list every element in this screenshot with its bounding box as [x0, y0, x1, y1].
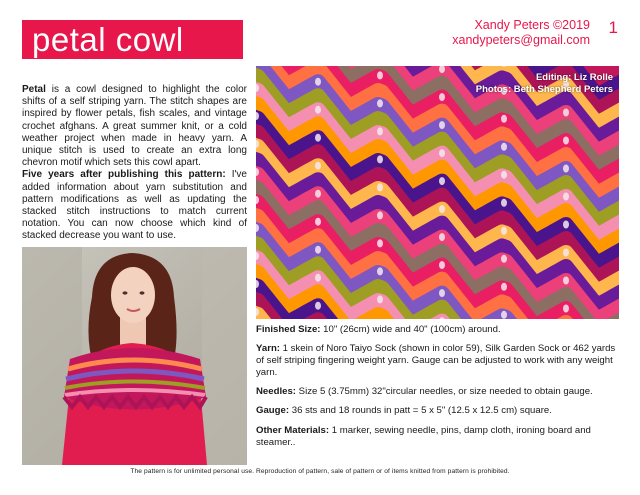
- eyelet-hole: [315, 190, 321, 198]
- footer-notice: The pattern is for unlimited personal use. Reproduction of pattern, sale of pattern or of items knitted from pattern is prohibited.: [130, 468, 510, 475]
- page-title: petal cowl: [22, 20, 243, 59]
- eyelet-hole: [501, 311, 507, 319]
- eyelet-hole: [563, 221, 569, 229]
- eyelet-hole: [563, 109, 569, 117]
- eyelet-hole: [377, 295, 383, 303]
- update-paragraph: [22, 169, 247, 242]
- intro-lead-bold: Petal: [22, 84, 46, 95]
- intro-lead-text: is a cowl designed to highlight the color shifts of a self striping yarn. The stitch shapes are inspired by flower petals, fish scales, and vintage crochet afghans. A great summer knit, or a cold weather project when made in heavy yarn. A unique stitch is used to create an extra long chevron motif which sets this cowl apart.: [22, 84, 247, 169]
- page-number: 1: [608, 18, 618, 37]
- eyelet-hole: [439, 149, 445, 157]
- eyelet-hole: [377, 239, 383, 247]
- eyelet-hole: [439, 261, 445, 269]
- eyelet-hole: [439, 205, 445, 213]
- intro-text: [22, 84, 247, 243]
- eyelet-hole: [563, 193, 569, 201]
- eyelet-hole: [377, 183, 383, 191]
- eyelet-hole: [563, 277, 569, 285]
- eyelet-hole: [315, 106, 321, 114]
- spec-value: 10" (26cm) wide and 40" (100cm) around.: [320, 324, 501, 335]
- eyelet-hole: [501, 171, 507, 179]
- eyelet-hole: [315, 134, 321, 142]
- eyelet-hole: [315, 218, 321, 226]
- eyelet-hole: [501, 255, 507, 263]
- eyelet-hole: [377, 267, 383, 275]
- eyelet-hole: [439, 289, 445, 297]
- eyelet-hole: [501, 283, 507, 291]
- update-text: I've added information about yarn substitution and pattern modifications as well as updating the stacked stitch instructions to match current notation. You can now choose which kind of stacked decrease you want to use.: [22, 169, 247, 242]
- eyelet-hole: [501, 199, 507, 207]
- knit-chevron-pattern: [256, 66, 619, 319]
- eyelet-hole: [501, 143, 507, 151]
- spec-gauge: [256, 405, 624, 417]
- author-line: Xandy Peters ©2019: [474, 18, 590, 32]
- intro-paragraph: [22, 84, 247, 169]
- photo-credits: [476, 72, 613, 95]
- spec-yarn: [256, 343, 624, 378]
- pattern-specs: [256, 324, 624, 456]
- eyelet-hole: [439, 93, 445, 101]
- spec-value: 1 marker, sewing needle, pins, damp cloth, ironing board and steamer..: [256, 424, 591, 448]
- eyelet-hole: [377, 71, 383, 79]
- eyelet-hole: [377, 155, 383, 163]
- spec-label: Other Materials:: [256, 424, 330, 436]
- eyelet-hole: [439, 233, 445, 241]
- model-wearing-cowl-illustration: [22, 247, 247, 465]
- author-block: [452, 18, 590, 48]
- eyelet-hole: [377, 211, 383, 219]
- eyelet-hole: [315, 162, 321, 170]
- eyelet-hole: [563, 165, 569, 173]
- spec-value: 36 sts and 18 rounds in patt = 5 x 5" (12.5 x 12.5 cm) square.: [289, 405, 552, 417]
- editing-credit: Editing: Liz Rolle: [535, 72, 613, 83]
- spec-needles: [256, 386, 624, 398]
- eyelet-hole: [315, 78, 321, 86]
- eyelet-hole: [563, 305, 569, 313]
- eyelet-hole: [377, 99, 383, 107]
- update-lead-bold: Five years after publishing this pattern:: [22, 169, 226, 181]
- spec-value: Size 5 (3.75mm) 32"circular needles, or size needed to obtain gauge.: [296, 386, 593, 398]
- spec-finished-size: [256, 324, 624, 336]
- eyelet-hole: [563, 249, 569, 257]
- eyelet-hole: [501, 115, 507, 123]
- author-email[interactable]: xandypeters@gmail.com: [452, 33, 590, 47]
- model-photo: [22, 247, 247, 465]
- eyelet-hole: [501, 227, 507, 235]
- spec-value: 1 skein of Noro Taiyo Sock (shown in color 59), Silk Garden Sock or 462 yards of self striping fingering weight yarn. Gauge can be adjusted to work with any weight yarn.: [256, 343, 616, 378]
- eyelet-hole: [315, 302, 321, 310]
- spec-label: Yarn:: [256, 343, 280, 355]
- eyelet-hole: [315, 274, 321, 282]
- spec-other-materials: [256, 425, 624, 449]
- eyelet-hole: [377, 127, 383, 135]
- eyelet-hole: [563, 137, 569, 145]
- eyelet-hole: [439, 177, 445, 185]
- knit-closeup-photo: [256, 66, 619, 319]
- eyelet-hole: [439, 121, 445, 129]
- spec-label: Needles:: [256, 386, 296, 398]
- spec-label: Finished Size:: [256, 324, 321, 335]
- photos-credit: Photos: Beth Shepherd Peters: [475, 83, 613, 95]
- eyelet-hole: [315, 246, 321, 254]
- spec-label: Gauge:: [256, 405, 290, 417]
